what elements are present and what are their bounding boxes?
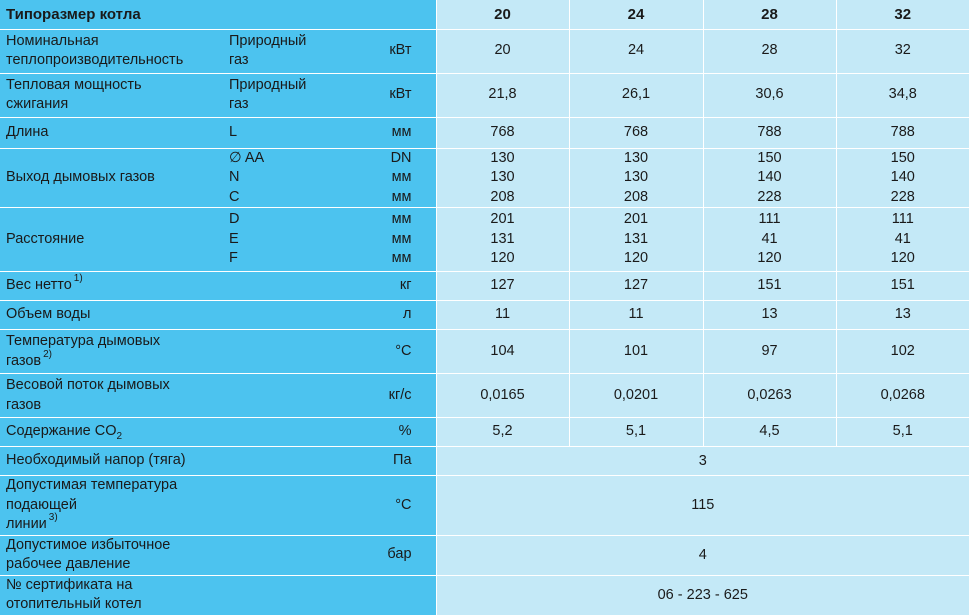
header-row xyxy=(0,0,969,29)
param-line xyxy=(6,512,229,535)
subparam-line: F xyxy=(229,250,238,267)
value-line: 0,0201 xyxy=(613,386,659,403)
value-line: 0,0263 xyxy=(747,386,792,403)
value-line: 208 xyxy=(623,188,649,205)
value-line: 5,2 xyxy=(492,423,513,440)
unit-cell xyxy=(349,301,436,330)
unit-line: кВт xyxy=(389,42,412,59)
param-cell xyxy=(0,535,229,575)
value-line: 13 xyxy=(894,306,911,323)
subparam-line: газ xyxy=(229,96,249,112)
value-line: 97 xyxy=(761,342,778,359)
value-cell-32 xyxy=(836,418,969,447)
unit-line: DN xyxy=(390,149,412,166)
subparam-line: E xyxy=(229,230,239,247)
value-line: 131 xyxy=(490,230,515,247)
table-row xyxy=(0,418,969,447)
value-line: 4,5 xyxy=(759,423,780,440)
unit-cell xyxy=(349,476,436,536)
value-line: 104 xyxy=(490,342,515,359)
subparam-cell xyxy=(229,447,349,476)
value-cell-28 xyxy=(703,330,836,374)
value-line: 120 xyxy=(623,250,649,267)
subparam-line: D xyxy=(229,211,240,228)
subparam-cell xyxy=(229,575,349,615)
subparam-line: газ xyxy=(229,52,249,68)
value-line: 11 xyxy=(628,306,644,323)
value-cell-20 xyxy=(436,73,569,117)
subparam-line: Природный xyxy=(229,32,307,49)
unit-cell xyxy=(349,535,436,575)
param-cell xyxy=(0,447,229,476)
merged-value-cell: 3 xyxy=(436,447,969,476)
param-cell xyxy=(0,575,229,615)
merged-value-cell: 115 xyxy=(436,476,969,536)
value-cell-28 xyxy=(703,29,836,73)
param-cell xyxy=(0,418,229,447)
value-line: 5,1 xyxy=(892,423,913,440)
table-row xyxy=(0,117,969,148)
subparam-cell xyxy=(229,272,349,301)
table-row xyxy=(0,447,969,476)
value-cell-24 xyxy=(569,73,703,117)
subparam-cell xyxy=(229,476,349,536)
value-cell-20 xyxy=(436,301,569,330)
subparam-cell xyxy=(229,148,349,208)
param-subscript: 2 xyxy=(116,431,123,443)
param-cell xyxy=(0,301,229,330)
param-line: Допустимая температура подающей xyxy=(6,477,178,513)
value-line: 768 xyxy=(490,123,515,140)
param-line: Температура дымовых xyxy=(6,333,161,349)
value-line: 11 xyxy=(494,306,511,323)
value-cell-20 xyxy=(436,272,569,301)
param-line: Расстояние xyxy=(6,230,85,247)
value-line: 41 xyxy=(761,230,778,247)
value-line: 130 xyxy=(490,169,515,185)
value-cell-20 xyxy=(436,29,569,73)
unit-cell xyxy=(349,447,436,476)
size-header-20: 20 xyxy=(436,0,569,29)
param-line xyxy=(6,348,229,372)
value-line: 228 xyxy=(890,188,915,205)
value-line: 28 xyxy=(761,42,778,59)
value-line: 150 xyxy=(757,149,782,166)
subparam-cell xyxy=(229,29,349,73)
value-cell-20 xyxy=(436,208,569,272)
value-cell-32 xyxy=(836,330,969,374)
value-cell-24 xyxy=(569,272,703,301)
merged-value-cell: 4 xyxy=(436,535,969,575)
value-line: 127 xyxy=(623,277,649,294)
subparam-cell xyxy=(229,418,349,447)
unit-line: кг xyxy=(399,277,412,294)
value-cell-20 xyxy=(436,117,569,148)
size-header-28: 28 xyxy=(703,0,836,29)
unit-line: мм xyxy=(391,230,412,247)
footnote-marker: 2) xyxy=(43,348,53,360)
param-line xyxy=(6,273,229,296)
value-line: 201 xyxy=(623,211,649,228)
value-line: 208 xyxy=(490,188,515,205)
footnote-marker: 1) xyxy=(73,273,83,285)
value-cell-28 xyxy=(703,208,836,272)
value-cell-20 xyxy=(436,418,569,447)
header-title: Типоразмер котла xyxy=(0,0,436,29)
value-line: 140 xyxy=(890,169,915,185)
value-cell-32 xyxy=(836,73,969,117)
value-line: 788 xyxy=(757,123,782,140)
value-line: 120 xyxy=(757,250,782,267)
unit-cell xyxy=(349,272,436,301)
value-line: 13 xyxy=(761,306,778,323)
value-cell-32 xyxy=(836,208,969,272)
value-line: 201 xyxy=(490,211,515,228)
param-cell xyxy=(0,330,229,374)
value-cell-20 xyxy=(436,374,569,418)
unit-line: мм xyxy=(391,169,412,185)
param-text: линии xyxy=(6,516,47,532)
table-row xyxy=(0,575,969,615)
param-cell xyxy=(0,374,229,418)
value-line: 111 xyxy=(758,211,781,228)
subparam-cell xyxy=(229,117,349,148)
unit-cell xyxy=(349,148,436,208)
param-cell xyxy=(0,73,229,117)
value-line: 30,6 xyxy=(755,86,784,103)
value-line: 26,1 xyxy=(621,86,651,103)
param-line: Тепловая мощность xyxy=(6,76,142,93)
param-line: Допустимое избыточное рабочее давление xyxy=(6,536,171,572)
unit-line: % xyxy=(398,423,412,440)
footnote-marker: 3) xyxy=(48,512,58,524)
unit-line: л xyxy=(403,306,412,323)
param-cell xyxy=(0,29,229,73)
param-line: Весовой поток дымовых xyxy=(6,377,170,393)
table-row xyxy=(0,374,969,418)
value-line: 127 xyxy=(490,277,515,294)
table-row xyxy=(0,148,969,208)
value-cell-32 xyxy=(836,29,969,73)
subparam-cell xyxy=(229,208,349,272)
value-line: 32 xyxy=(894,42,911,59)
value-line: 151 xyxy=(757,277,782,294)
value-cell-24 xyxy=(569,117,703,148)
unit-line: бар xyxy=(387,546,412,563)
value-line: 768 xyxy=(623,123,649,140)
table-row xyxy=(0,476,969,536)
subparam-cell xyxy=(229,374,349,418)
size-header-24: 24 xyxy=(569,0,703,29)
value-cell-28 xyxy=(703,374,836,418)
value-cell-28 xyxy=(703,148,836,208)
unit-cell xyxy=(349,374,436,418)
value-line: 101 xyxy=(623,342,649,359)
value-cell-20 xyxy=(436,330,569,374)
value-line: 102 xyxy=(890,342,915,359)
value-line: 130 xyxy=(623,149,649,166)
value-line: 120 xyxy=(490,250,515,267)
unit-cell xyxy=(349,418,436,447)
subparam-line: C xyxy=(229,188,240,205)
param-line: теплопроизводительность xyxy=(6,52,184,68)
subparam-line: N xyxy=(229,169,240,185)
unit-line: мм xyxy=(391,188,412,205)
size-header-32: 32 xyxy=(836,0,969,29)
param-text: Вес нетто xyxy=(6,277,72,294)
value-cell-28 xyxy=(703,73,836,117)
unit-cell xyxy=(349,330,436,374)
param-line: № сертификата на отопительный котел xyxy=(6,576,142,612)
value-cell-24 xyxy=(569,208,703,272)
subparam-cell xyxy=(229,535,349,575)
value-line: 131 xyxy=(623,230,649,247)
value-line: 20 xyxy=(494,42,511,59)
value-line: 228 xyxy=(757,188,782,205)
value-line: 21,8 xyxy=(488,86,517,103)
value-cell-24 xyxy=(569,330,703,374)
unit-cell xyxy=(349,208,436,272)
unit-line: °C xyxy=(395,496,412,513)
value-line: 150 xyxy=(890,149,915,166)
value-line: 130 xyxy=(490,149,515,166)
unit-cell xyxy=(349,575,436,615)
subparam-line: Природный xyxy=(229,76,307,93)
param-line: сжигания xyxy=(6,96,69,112)
value-line: 34,8 xyxy=(888,86,917,103)
subparam-line: L xyxy=(229,123,238,140)
value-line: 140 xyxy=(757,169,782,185)
subparam-cell xyxy=(229,330,349,374)
table-row xyxy=(0,535,969,575)
unit-line: мм xyxy=(391,123,412,140)
param-line: Объем воды xyxy=(6,306,91,323)
value-line: 788 xyxy=(890,123,915,140)
value-cell-20 xyxy=(436,148,569,208)
param-cell xyxy=(0,476,229,536)
param-line: Номинальная xyxy=(6,32,99,49)
param-line: Выход дымовых газов xyxy=(6,169,155,185)
param-text: Содержание CO xyxy=(6,423,117,440)
value-cell-28 xyxy=(703,272,836,301)
param-line: газов xyxy=(6,396,42,413)
value-cell-32 xyxy=(836,272,969,301)
table-row xyxy=(0,272,969,301)
unit-cell xyxy=(349,117,436,148)
value-cell-24 xyxy=(569,301,703,330)
unit-cell xyxy=(349,29,436,73)
value-cell-32 xyxy=(836,117,969,148)
value-cell-28 xyxy=(703,418,836,447)
unit-cell xyxy=(349,73,436,117)
value-line: 130 xyxy=(623,169,649,185)
merged-value-cell: 06 - 223 - 625 xyxy=(436,575,969,615)
subparam-cell xyxy=(229,301,349,330)
value-line: 0,0165 xyxy=(480,386,525,403)
value-cell-32 xyxy=(836,148,969,208)
unit-line: °C xyxy=(395,342,412,359)
unit-line: мм xyxy=(391,250,412,267)
value-cell-24 xyxy=(569,29,703,73)
param-text: газов xyxy=(6,352,42,369)
value-line: 111 xyxy=(891,211,914,228)
value-cell-32 xyxy=(836,301,969,330)
value-cell-32 xyxy=(836,374,969,418)
param-cell xyxy=(0,208,229,272)
unit-line: Па xyxy=(393,452,412,469)
value-line: 41 xyxy=(894,230,911,247)
table-row xyxy=(0,208,969,272)
table-row xyxy=(0,301,969,330)
param-line: Длина xyxy=(6,123,49,140)
value-line: 5,1 xyxy=(625,423,647,440)
unit-line: мм xyxy=(391,211,412,228)
unit-line: кг/с xyxy=(388,386,412,403)
param-line: Необходимый напор (тяга) xyxy=(6,452,186,469)
subparam-cell xyxy=(229,73,349,117)
value-cell-28 xyxy=(703,117,836,148)
table-row xyxy=(0,73,969,117)
value-cell-24 xyxy=(569,418,703,447)
value-line: 151 xyxy=(890,277,915,294)
value-line: 0,0268 xyxy=(880,386,925,403)
subparam-line: ∅ AA xyxy=(229,149,265,166)
value-line: 24 xyxy=(627,42,645,59)
value-cell-28 xyxy=(703,301,836,330)
value-line: 120 xyxy=(890,250,915,267)
unit-line: кВт xyxy=(389,86,412,103)
param-cell xyxy=(0,117,229,148)
table-row xyxy=(0,330,969,374)
param-line xyxy=(6,422,229,442)
param-cell xyxy=(0,272,229,301)
param-cell xyxy=(0,148,229,208)
value-cell-24 xyxy=(569,148,703,208)
table-row xyxy=(0,29,969,73)
value-cell-24 xyxy=(569,374,703,418)
